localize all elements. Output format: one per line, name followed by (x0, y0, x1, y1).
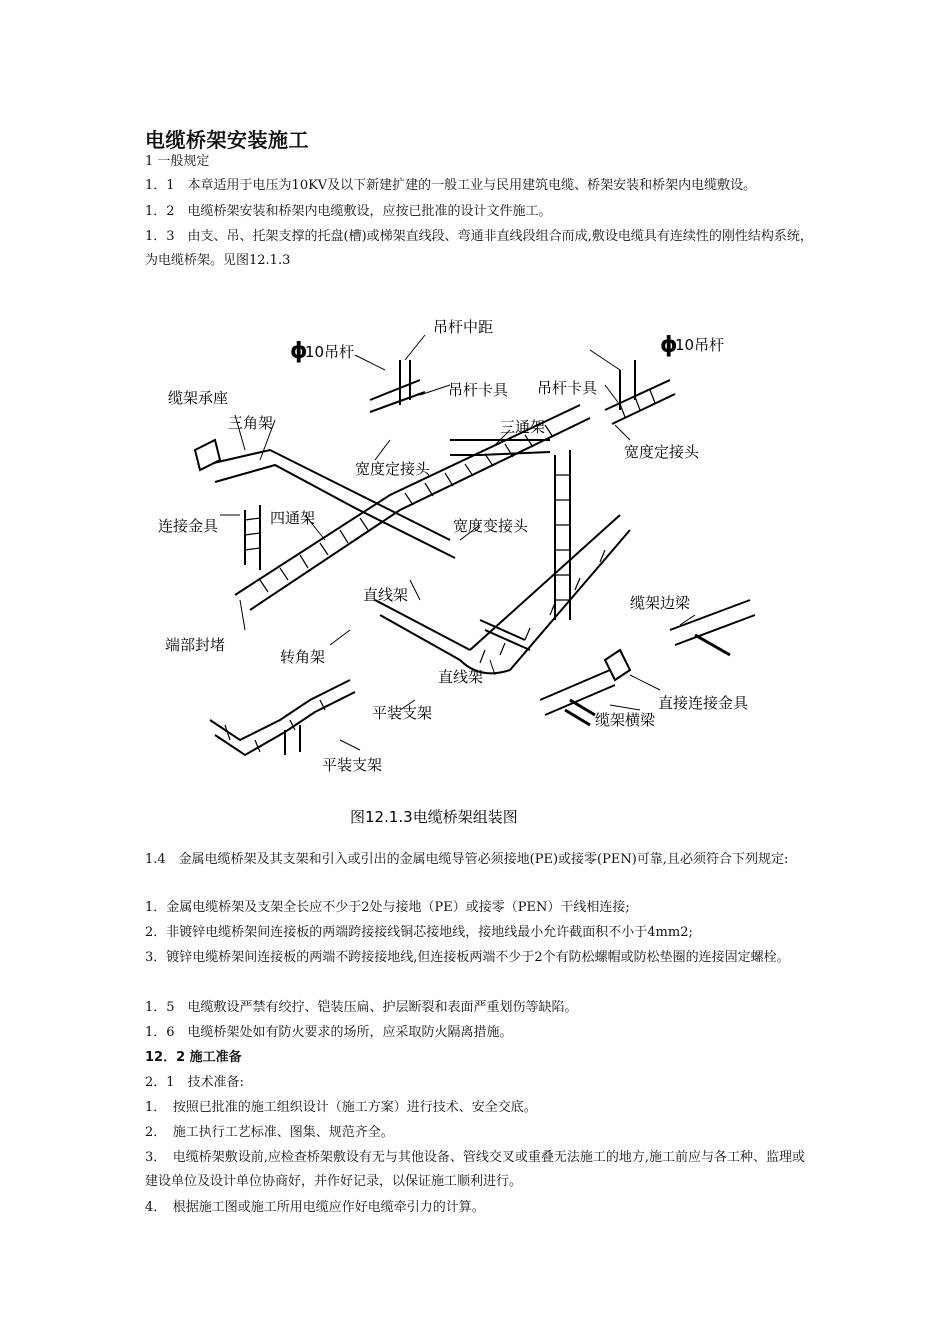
paragraph: 3．镀锌电缆桥架间连接板的两端不跨接接地线,但连接板两端不少于2个有防松螺帽或防松垫圈的连接固定螺栓。 (145, 950, 790, 965)
paragraph: 1.4 金属电缆桥架及其支架和引入或引出的金属电缆导管必须接地(PE)或接零(PEN)可靠,且必须符合下列规定: (145, 852, 789, 867)
label-tee: 三通架 (500, 418, 546, 436)
label-end-cap: 端部封堵 (165, 636, 226, 654)
paragraph: 1．1 本章适用于电压为10KV及以下新建扩建的一般工业与民用建筑电缆、桥架安装和桥架内电缆敷设。 (145, 178, 757, 193)
label-direct-connector: 直接连接金具 (658, 694, 749, 712)
paragraph: 1．2 电缆桥架安装和桥架内电缆敷设，应按已批准的设计文件施工。 (145, 204, 552, 219)
label-triangle-bracket: 三角架 (228, 414, 274, 432)
label-hang-rod-clamp: 吊杆卡具 (537, 379, 598, 397)
cable-tray-assembly-figure (150, 300, 800, 840)
paragraph: 1．5 电缆敷设严禁有绞拧、铠装压扁、护层断裂和表面严重划伤等缺陷。 (145, 1000, 578, 1015)
label-width-fixed-joint: 宽度定接头 (355, 460, 431, 478)
label-width-fixed-joint: 宽度定接头 (624, 443, 700, 461)
paragraph: 2． 施工执行工艺标准、图集、规范齐全。 (145, 1125, 394, 1140)
label-corner: 转角架 (280, 648, 326, 666)
label-hang-rod-clamp: 吊杆卡具 (448, 381, 509, 399)
figure-caption: 图12.1.3电缆桥架组装图 (350, 808, 518, 826)
label-flat-bracket: 平装支架 (372, 704, 433, 722)
document-title: 电缆桥架安装施工 (145, 128, 309, 152)
label-hang-rod-spacing: 吊杆中距 (433, 318, 494, 336)
paragraph: 4． 根据施工图或施工所用电缆应作好电缆牵引力的计算。 (145, 1200, 485, 1215)
paragraph: 1．金属电缆桥架及支架全长应不少于2处与接地（PE）或接零（PEN）干线相连接; (145, 900, 630, 915)
paragraph: 1．6 电缆桥架处如有防火要求的场所，应采取防火隔离措施。 (145, 1025, 513, 1040)
paragraph: 1 一般规定 (145, 154, 210, 169)
paragraph: 2．1 技术准备: (145, 1075, 244, 1090)
label-straight: 直线架 (438, 668, 484, 686)
label-phi10-hang-rod-right: 10吊杆 (675, 336, 725, 354)
paragraph: 2．非镀锌电缆桥架间连接板的两端跨接接线铜芯接地线，接地线最小允许截面积不小于4mm2; (145, 925, 693, 940)
label-tray-cross-beam: 缆架横梁 (595, 711, 656, 729)
paragraph: 1． 按照已批准的施工组织设计（施工方案）进行技术、安全交底。 (145, 1100, 537, 1115)
label-width-change-joint: 宽度变接头 (453, 517, 529, 535)
label-straight: 直线架 (363, 586, 409, 604)
label-phi10-hang-rod-left: 10吊杆 (305, 343, 355, 361)
phi-symbol: ϕ (660, 333, 678, 358)
label-flat-bracket: 平装支架 (322, 756, 383, 774)
label-connector: 连接金具 (158, 517, 219, 535)
paragraph: 1．3 由支、吊、托架支撑的托盘(槽)或梯架直线段、弯通非直线段组合而成,敷设电缆具有连续性的刚性结构系统，为电缆桥架。见图12.1.3 (145, 229, 813, 268)
label-cross: 四通架 (270, 509, 316, 527)
phi-symbol: ϕ (290, 339, 308, 364)
label-tray-seat: 缆架承座 (168, 389, 229, 407)
label-tray-side-beam: 缆架边梁 (630, 594, 691, 612)
paragraph: 3． 电缆桥架敷设前,应检查桥架敷设有无与其他设备、管线交叉或重叠无法施工的地方,施工前应与各工种、监理或建设单位及设计单位协商好，并作好记录，以保证施工顺利进行。 (145, 1150, 806, 1189)
section-heading: 12．2 施工准备 (145, 1050, 242, 1065)
